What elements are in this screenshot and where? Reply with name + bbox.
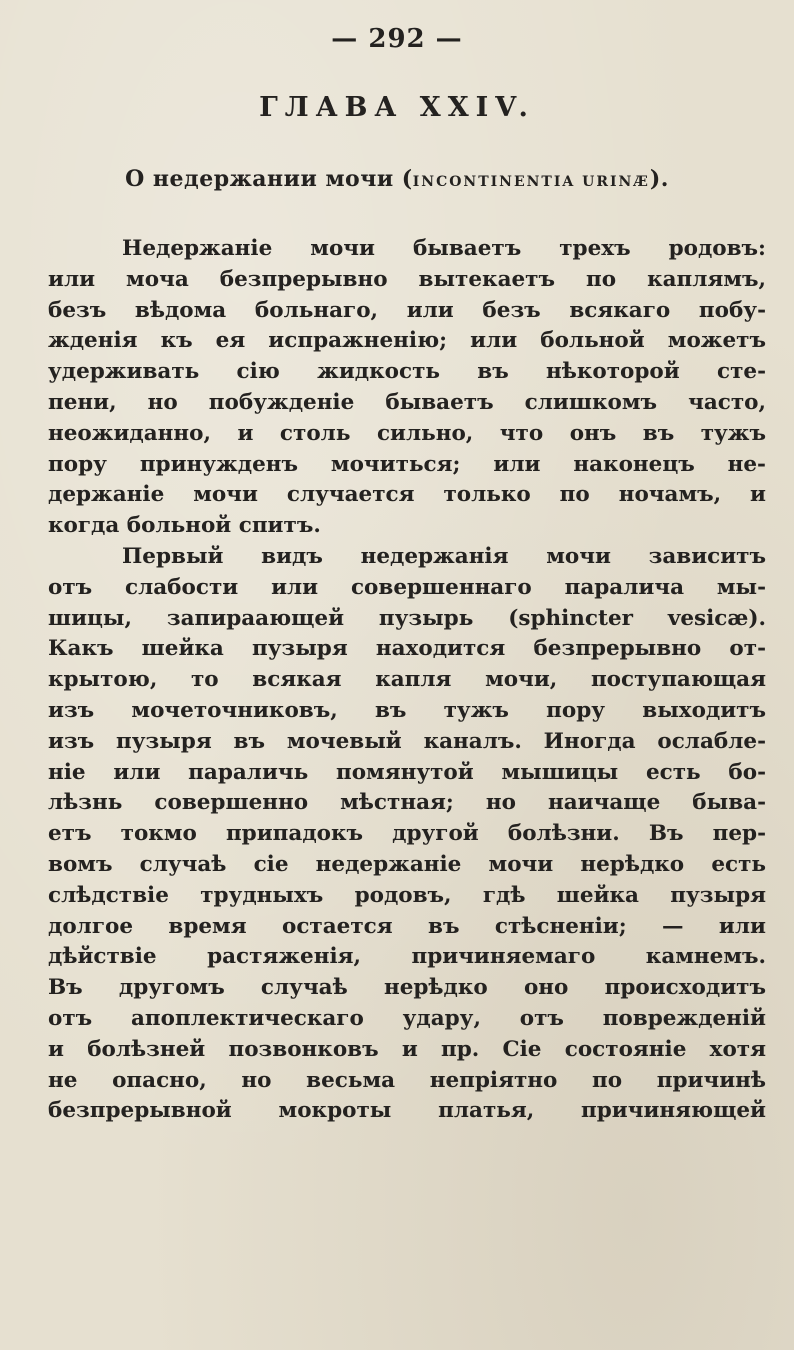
text-line: и болѣзней позвонковъ и пр. Сіе состояніе хотя [48,1036,766,1062]
text-line: Въ другомъ случаѣ нерѣдко оно происходитъ [48,975,766,1001]
text-line: жденія къ ея испражненію; или больной можетъ [48,328,766,354]
text-line: пени, но побужденіе бываетъ слишкомъ часто, [48,389,766,415]
section-title-close: ). [649,166,669,192]
text-line: Первый видъ недержанія мочи зависитъ [122,543,766,569]
text-line: Какъ шейка пузыря находится безпрерывно от- [48,636,766,662]
text-line: дѣйствіе растяженія, причиняемаго камнемъ. [48,944,766,970]
paragraph [48,234,766,542]
text-line: не опасно, но весьма непріятно по причинѣ [48,1067,766,1093]
text-line: пору принужденъ мочиться; или наконецъ не- [48,451,766,477]
section-title-latin: INCONTINENTIA URINÆ [412,174,650,190]
text-line: ніе или параличь помянутой мышицы есть бо- [48,759,766,785]
text-line: долгое время остается въ стѣсненіи; — или [48,913,766,939]
text-line: изъ мочеточниковъ, въ тужъ пору выходитъ [48,697,766,723]
text-line: отъ апоплектическаго удару, отъ поврежденій [48,1005,766,1031]
text-line: изъ пузыря въ мочевый каналъ. Иногда ослабле- [48,728,766,754]
text-line: Недержаніе мочи бываетъ трехъ родовъ: [122,236,766,261]
text-line: или моча безпрерывно вытекаетъ по каплямъ, [48,266,766,292]
text-line: удерживать сію жидкость въ нѣкоторой сте- [48,359,766,385]
body-text [48,234,766,1127]
text-line: отъ слабости или совершеннаго паралича мы- [48,574,766,600]
text-line: лѣзнь совершенно мѣстная; но наичаще быва- [48,790,766,816]
section-title [0,166,794,192]
text-line: етъ токмо припадокъ другой болѣзни. Въ пер- [48,821,766,847]
text-line: крытою, то всякая капля мочи, поступающая [48,667,766,693]
text-line: безпрерывной мокроты платья, причиняющей [48,1098,766,1124]
page-number: — 292 — [331,24,463,54]
paragraph [48,542,766,1127]
text-line: держаніе мочи случается только по ночамъ, и [48,482,766,508]
text-line: вомъ случаѣ сіе недержаніе мочи нерѣдко есть [48,851,766,877]
text-line: слѣдствіе трудныхъ родовъ, гдѣ шейка пузыря [48,882,766,908]
section-title-text: О недержании мочи ( [125,166,413,192]
chapter-title: ГЛАВА XXIV. [259,92,535,123]
text-line: шицы, запираающей пузырь (sphincter vesicæ). [48,605,766,631]
text-line: когда больной спитъ. [48,513,321,539]
text-line: неожиданно, и столь сильно, что онъ въ тужъ [48,420,766,446]
text-line: безъ вѣдома больнаго, или безъ всякаго побу- [48,297,766,323]
